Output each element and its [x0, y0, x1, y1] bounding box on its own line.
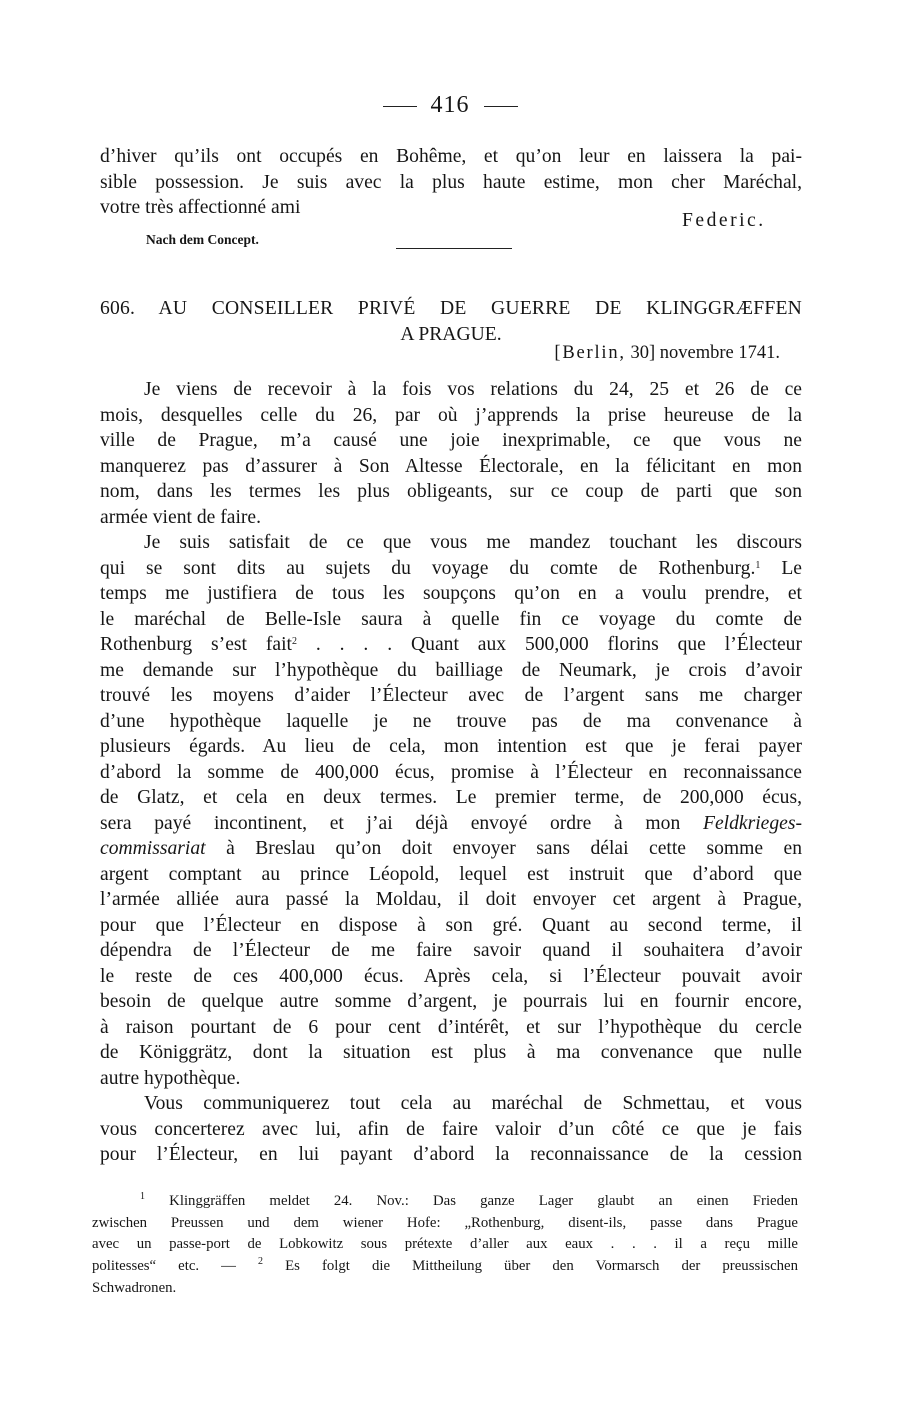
footnote-mark: 2 [258, 1256, 264, 1268]
section-divider [396, 248, 512, 249]
footnotes [92, 1191, 798, 1299]
text-line [100, 632, 802, 658]
text-span: sera payé incontinent, et j’ai déjà envoyé ordre à mon [100, 812, 681, 834]
text-line: d’abord la somme de 400,000 écus, promise à l’Électeur en reconnaissance [100, 761, 802, 783]
text-span: politesses“ etc. — [92, 1258, 236, 1275]
text-line: pour l’Électeur, en lui payant d’abord la reconnaissance de la cession [100, 1144, 802, 1165]
text-line: vous concerterez avec lui, afin de faire valoir d’un côté ce que je fais [100, 1118, 802, 1140]
text-line: de Glatz, et cela en deux termes. Le premier terme, de 200,000 écus, [100, 787, 802, 808]
source-note: Nach dem Concept. [146, 232, 259, 247]
dateline [554, 343, 780, 364]
text-line: pour que l’Électeur en dispose à son gré. Quant au second terme, il [100, 914, 802, 936]
text-line [100, 556, 802, 582]
footnote-line: Schwadronen. [92, 1279, 177, 1296]
heading-line: 606. AU CONSEILLER PRIVÉ DE GUERRE DE KLINGGRÆFFEN [100, 298, 802, 319]
text-span: Es folgt die Mittheilung über den Vormarsch der preussischen [285, 1258, 799, 1275]
footnote-mark: 1 [755, 559, 761, 571]
text-span: . . . . Quant aux 500,000 florins que l’Électeur [315, 634, 802, 655]
text-span: Rothenburg s’est fait [100, 634, 292, 655]
text-line: Je suis satisfait de ce que vous me mandez touchant les discours [144, 532, 802, 553]
page-number-value: 416 [430, 92, 470, 118]
text-line: besoin de quelque autre somme d’argent, je pourrais lui en fournir encore, [100, 991, 802, 1012]
text-line: l’armée alliée aura passé la Moldau, il doit envoyer cet argent à Prague, [100, 889, 802, 910]
text-line: mois, desquelles celle du 26, par où j’apprends la prise heureuse de la [100, 404, 802, 426]
footnote-line [92, 1191, 798, 1213]
letter-heading [100, 296, 802, 348]
dateline-day: 30] [630, 343, 656, 363]
signature: Federic. [682, 210, 766, 231]
text-line [100, 836, 802, 862]
text-line: Je viens de recevoir à la fois vos relations du 24, 25 et 26 de ce [144, 379, 802, 400]
text-line: votre très affectionné ami [100, 197, 301, 218]
text-line: de Königgrätz, dont la situation est plus à ma convenance que nulle [100, 1042, 802, 1063]
text-line: temps me justifiera de tous les soupçons qu’on en a voulu prendre, et [100, 583, 802, 604]
footnote-line: avec un passe-port de Lobkowitz sous prétexte d’aller aux eaux . . . il a reçu mille [92, 1236, 798, 1253]
text-line: sible possession. Je suis avec la plus haute estime, mon cher Maréchal, [100, 171, 802, 193]
text-line: à raison pourtant de 6 pour cent d’intérêt, et sur l’hypothèque du cercle [100, 1016, 802, 1038]
text-span: Klinggräffen meldet 24. Nov.: Das ganze Lager glaubt an einen Frieden [169, 1193, 798, 1209]
letter-body [100, 377, 802, 1168]
text-line [100, 811, 802, 837]
text-span: Le [781, 557, 802, 579]
footnote-mark: 1 [140, 1191, 145, 1202]
footnote-line [92, 1256, 798, 1278]
heading-line: A PRAGUE. [400, 324, 502, 345]
text-line: nom, dans les termes les plus obligeants, sur ce coup de parti que son [100, 481, 802, 502]
text-line: armée vient de faire. [100, 506, 262, 528]
text-line: me demande sur l’hypothèque du bailliage de Neumark, je crois d’avoir [100, 659, 802, 681]
text-line: argent comptant au prince Léopold, lequel est instruit que d’abord que [100, 863, 802, 885]
text-line: ville de Prague, m’a causé une joie inexprimable, ce que vous ne [100, 430, 802, 451]
footnote-line: zwischen Preussen und dem wiener Hofe: „Rothenburg, disent-ils, passe dans Prague [92, 1214, 798, 1231]
text-line: le reste de ces 400,000 écus. Après cela, si l’Électeur pouvait avoir [100, 965, 802, 987]
text-line: manquerez pas d’assurer à Son Altesse Électorale, en la félicitant en mon [100, 455, 802, 477]
text-line: d’hiver qu’ils ont occupés en Bohême, et qu’on leur en laissera la pai- [100, 146, 802, 167]
text-line: trouvé les moyens d’aider l’Électeur avec de l’argent sans me charger [100, 685, 802, 706]
text-line: dépendra de l’Électeur de me faire savoir quand il souhaitera d’avoir [100, 940, 802, 961]
footnote-mark: 2 [291, 636, 297, 647]
text-line: Vous communiquerez tout cela au maréchal de Schmettau, et vous [144, 1093, 802, 1114]
dateline-month: novembre [659, 343, 734, 363]
page-number-dash-left [383, 106, 417, 107]
text-line: d’une hypothèque laquelle je ne trouve pas de ma convenance à [100, 710, 802, 732]
page-number-dash-right [484, 106, 518, 107]
italic-term: commissariat [100, 838, 206, 859]
text-span: à Breslau qu’on doit envoyer sans délai cette somme en [226, 838, 802, 859]
text-line: le maréchal de Belle-Isle saura à quelle fin ce voyage du comte de [100, 608, 802, 630]
dateline-place: [Berlin, [554, 343, 626, 363]
text-line: plusieurs égards. Au lieu de cela, mon intention est que je ferai payer [100, 736, 802, 757]
dateline-year: 1741. [738, 343, 780, 363]
text-span: qui se sont dits au sujets du voyage du comte de Rothenburg. [100, 557, 756, 579]
italic-term: Feldkrieges- [702, 812, 802, 834]
text-line: autre hypothèque. [100, 1067, 241, 1089]
page-number [0, 92, 900, 119]
